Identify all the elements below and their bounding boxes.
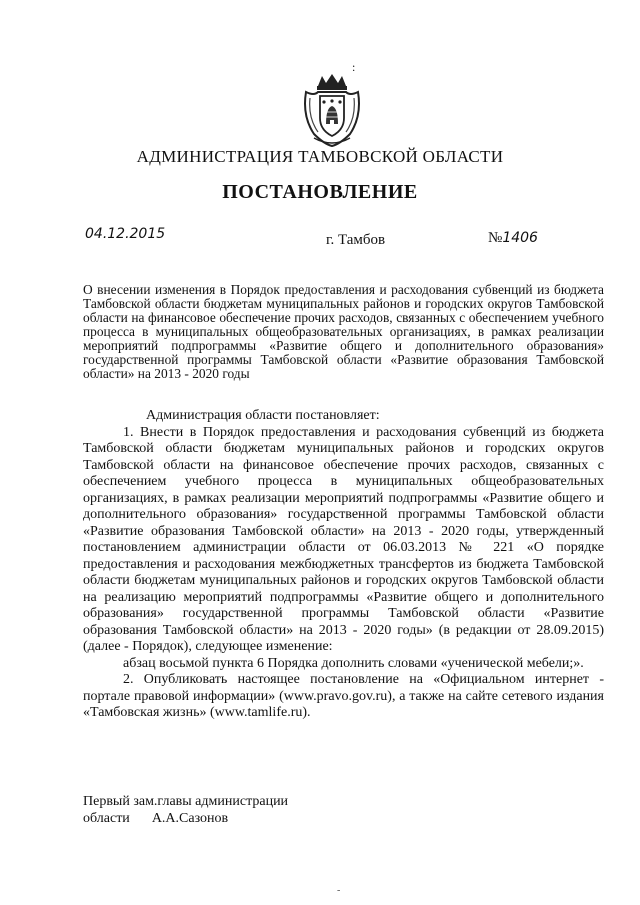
item-1: 1. Внести в Порядок предоставления и расходования субвенций из бюджета Тамбовской области бюджетам муниципальных районов и городских округов Тамбовской области на финансовое обеспечение прочих расходов, связанных с обеспечением учебного процесса в муниципальных общеобразовательных организациях, в рамках реализации мероприятий подпрограммы «Развитие общего и дополнительного образования» государственной программы Тамбовской области «Развитие образования Тамбовской области» на 2013 - 2020 годы, утвержденный постановлением администрации области от 06.03.2013 № 221 «О порядке предоставления и расходования межбюджетных трансфертов из бюджета Тамбовской области бюджетам муниципальных районов и городских округов Тамбовской области на реализацию мероприятий подпрограммы «Развитие общего и дополнительного образования» государственной программы Тамбовской области «Развитие образования Тамбовской области» на 2013 - 2020 годы» (в редакции от 28.09.2015) (далее - Порядок), следующее изменение: — [83, 424, 604, 654]
item-2: 2. Опубликовать настоящее постановление на «Официальном интернет - портале правовой информации» (www.pravo.gov.ru), а также на сайте сетевого издания «Тамбовская жизнь» (www.tamlife.ru). — [83, 672, 604, 720]
organization-name: АДМИНИСТРАЦИЯ ТАМБОВСКОЙ ОБЛАСТИ — [136, 147, 504, 166]
footer-mark: - — [337, 885, 341, 896]
document-title: ПОСТАНОВЛЕНИЕ — [222, 181, 418, 203]
decree-statement: Администрация области постановляет: — [146, 408, 380, 423]
number-value: 1406 — [502, 230, 538, 246]
document-number — [488, 230, 538, 247]
top-mark: : — [352, 60, 356, 74]
document-date: 04.12.2015 — [85, 226, 166, 242]
item-1-change: абзац восьмой пункта 6 Порядка дополнить словами «ученической мебели;». — [123, 655, 584, 671]
signature-block — [83, 793, 288, 827]
document-subject: О внесении изменения в Порядок предоставления и расходования субвенций из бюджета Тамбовской области бюджетам муниципальных районов и городских округов Тамбовской области на финансовое обеспечение прочих расходов, связанных с обеспечением учебного процесса в муниципальных общеобразовательных организациях, в рамках реализации мероприятий подпрограммы «Развитие общего и дополнительного образования» государственной программы Тамбовской области «Развитие образования Тамбовской области» на 2013 - 2020 годы — [83, 282, 604, 381]
signatory-region: области — [83, 811, 130, 826]
signatory-name: А.А.Сазонов — [151, 811, 229, 826]
document-body — [83, 408, 604, 722]
signatory-position: Первый зам.главы администрации — [83, 794, 289, 809]
document-city: г. Тамбов — [326, 232, 386, 248]
number-prefix: № — [488, 230, 503, 246]
coat-of-arms-emblem — [300, 72, 364, 148]
